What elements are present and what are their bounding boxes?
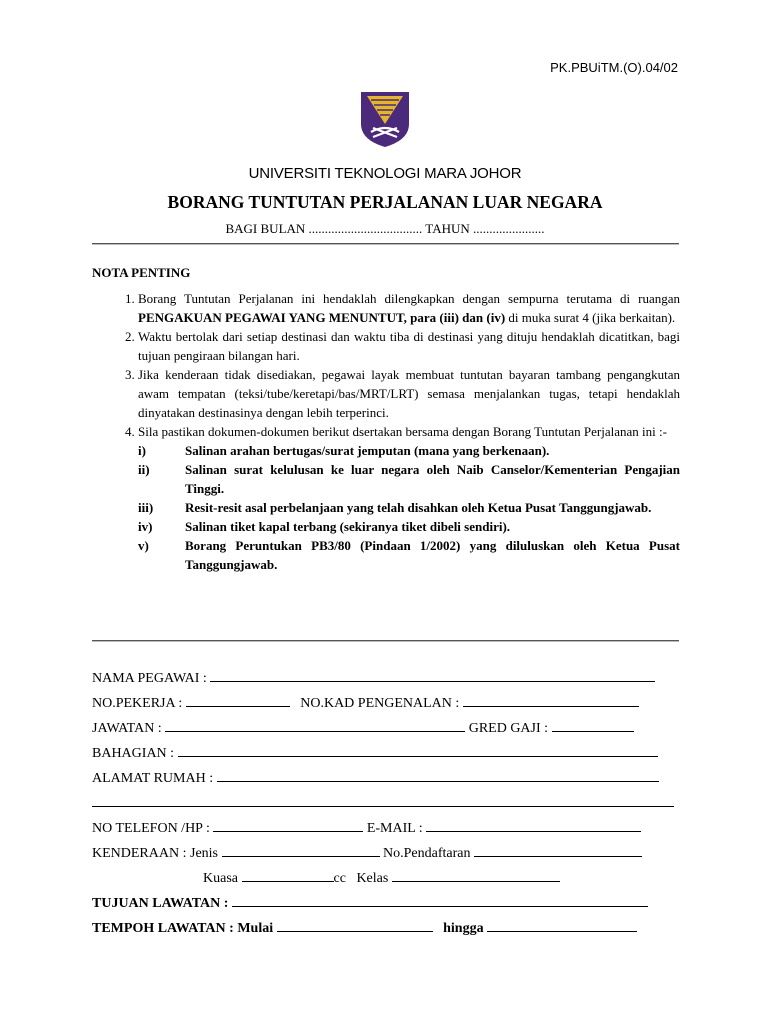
tempoh-mulai-field[interactable] (277, 918, 433, 932)
divider (92, 640, 679, 642)
document-item: v) Borang Peruntukan PB3/80 (Pindaan 1/2002) yang diluluskan oleh Ketua Pusat Tanggungjawab. (138, 538, 680, 572)
tujuan-label: TUJUAN LAWATAN : (92, 896, 229, 911)
kuasa-label: Kuasa (203, 871, 238, 886)
important-notes (92, 289, 680, 574)
kenderaan-label: KENDERAAN : Jenis (92, 846, 218, 861)
document-item: i) Salinan arahan bertugas/surat jemputan (mana yang berkenaan). (138, 443, 550, 458)
kelas-field[interactable] (392, 868, 560, 882)
no-pendaftaran-field[interactable] (474, 843, 642, 857)
required-documents-list (138, 441, 680, 574)
form-title: BORANG TUNTUTAN PERJALANAN LUAR NEGARA (167, 192, 603, 212)
no-pekerja-field[interactable] (186, 693, 290, 707)
nama-field[interactable] (210, 668, 655, 682)
document-item: iv) Salinan tiket kapal terbang (sekiranya tiket dibeli sendiri). (138, 519, 511, 534)
university-name: UNIVERSITI TEKNOLOGI MARA JOHOR (248, 165, 522, 182)
kelas-label: Kelas (356, 871, 389, 886)
note-item: 1. Borang Tuntutan Perjalanan ini hendaklah dilengkapkan dengan sempurna terutama di ruangan PENGAKUAN PEGAWAI YANG MENUNTUT, para (iii) dan (iv) di muka surat 4 (jika berkaitan). (138, 289, 680, 327)
tujuan-field[interactable] (232, 893, 648, 907)
tempoh-hingga-field[interactable] (487, 918, 637, 932)
note-item: 4. Sila pastikan dokumen-dokumen berikut dsertakan bersama dengan Borang Tuntutan Perjalanan ini :- i) Salinan arahan bertugas/surat jemputan (mana yang berkenaan). ii) Salinan surat kelulusan ke luar negara oleh Naib Canselor/Kementerian Pengajian Tinggi. iii) Resit-resit asal perbelanjaan yang telah disahkan oleh Ketua Pusat Tanggungjawab. iv) Salinan tiket kapal terbang (sekiranya tiket dibeli sendiri). v) Borang Peruntukan PB3/80 (Pindaan 1/2002) yang diluluskan oleh Ketua Pusat Tanggungjawab. (138, 422, 680, 574)
hingga-label: hingga (443, 921, 484, 936)
divider (92, 243, 679, 245)
kenderaan-jenis-field[interactable] (222, 843, 380, 857)
month-year-line: BAGI BULAN ................................... TAHUN ...................... (225, 221, 545, 236)
alamat-field-line-2[interactable] (92, 793, 674, 807)
no-pendaftaran-label: No.Pendaftaran (383, 846, 471, 861)
jawatan-label: JAWATAN : (92, 721, 162, 736)
jawatan-field[interactable] (165, 718, 465, 732)
applicant-details-form (92, 666, 680, 956)
notes-heading: NOTA PENTING (92, 265, 191, 280)
gred-label: GRED GAJI : (468, 721, 549, 736)
form-reference-code: PK.PBUiTM.(O).04/02 (550, 60, 678, 75)
no-kp-label: NO.KAD PENGENALAN : (300, 696, 460, 711)
email-field[interactable] (426, 818, 641, 832)
note-item: 3. Jika kenderaan tidak disediakan, pegawai layak membuat tuntutan bayaran tambang pengangkutan awam tempatan (teksi/tube/keretapi/bas/MRT/LRT) semasa menjalankan tugas, tetapi hendaklah dinyatakan destinasinya dengan lebih terperinci. (138, 365, 680, 422)
cc-unit: cc (333, 871, 346, 886)
kuasa-field[interactable] (242, 868, 334, 882)
note-item: 2. Waktu bertolak dari setiap destinasi dan waktu tiba di destinasi yang dituju hendaklah dicatitkan, bagi tujuan pengiraan bilangan hari. (138, 327, 680, 365)
telefon-field[interactable] (213, 818, 363, 832)
email-label: E-MAIL : (366, 821, 423, 836)
university-crest-logo (359, 90, 411, 148)
gred-field[interactable] (552, 718, 634, 732)
no-kp-field[interactable] (463, 693, 639, 707)
telefon-label: NO TELEFON /HP : (92, 821, 210, 836)
no-pekerja-label: NO.PEKERJA : (92, 696, 183, 711)
tempoh-label: TEMPOH LAWATAN : Mulai (92, 921, 274, 936)
document-item: ii) Salinan surat kelulusan ke luar negara oleh Naib Canselor/Kementerian Pengajian Tinggi. (138, 462, 680, 496)
bahagian-field[interactable] (178, 743, 658, 757)
bahagian-label: BAHAGIAN : (92, 746, 175, 761)
alamat-field[interactable] (217, 768, 659, 782)
document-item: iii) Resit-resit asal perbelanjaan yang telah disahkan oleh Ketua Pusat Tanggungjawab. (138, 500, 652, 515)
alamat-label: ALAMAT RUMAH : (92, 771, 214, 786)
nama-label: NAMA PEGAWAI : (92, 671, 207, 686)
